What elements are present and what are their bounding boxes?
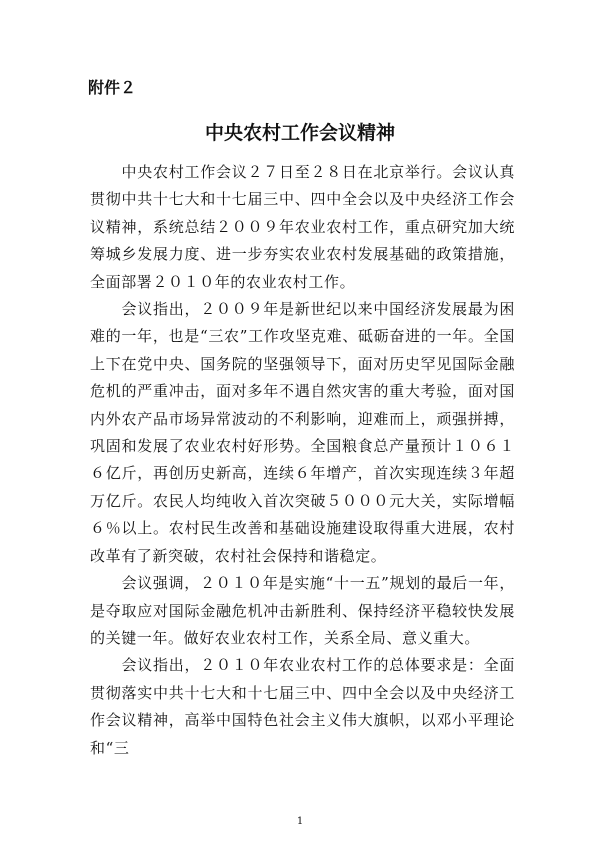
document-title: 中央农村工作会议精神 [204,122,395,144]
paragraph-2: 会议指出，２００９年是新世纪以来中国经济发展最为困难的一年，也是“三农”工作攻坚克难、砥砺奋进的一年。全国上下在党中央、国务院的坚强领导下，面对历史罕见国际金融危机的严重冲击，面对多年不遇自然灾害的重大考验，面对国内外农产品市场异常波动的不利影响，迎难而上，顽强拼搏，巩固和发展了农业农村好形势。全国粮食总产量预计１０６１６亿斤，再创历史新高，连续６年增产，首次实现连续３年超万亿斤。农民人均纯收入首次突破５０００元大关，实际增幅６％以上。农村民生改善和基础设施建设取得重大进展，农村改革有了新突破，农村社会保持和谐稳定。 [90,300,515,565]
page-number: 1 [296,816,304,827]
attachment-label: 附件２ [88,78,137,97]
paragraph-3: 会议强调，２０１０年是实施“十一五”规划的最后一年，是夺取应对国际金融危机冲击新胜利、保持经济平稳较快发展的关键一年。做好农业农村工作，关系全局、意义重大。 [90,574,515,647]
paragraph-4: 会议指出，２０１０年农业农村工作的总体要求是：全面贯彻落实中共十七大和十七届三中、四中全会以及中央经济工作会议精神，高举中国特色社会主义伟大旗帜，以邓小平理论和“三 [90,656,515,757]
paragraph-1: 中央农村工作会议２７日至２８日在北京举行。会议认真贯彻中共十七大和十七届三中、四中全会以及中央经济工作会议精神，系统总结２００９年农业农村工作，重点研究加大统筹城乡发展力度、进一步夯实农业农村发展基础的政策措施，全面部署２０１０年的农业农村工作。 [90,163,515,291]
document-body [90,159,515,762]
